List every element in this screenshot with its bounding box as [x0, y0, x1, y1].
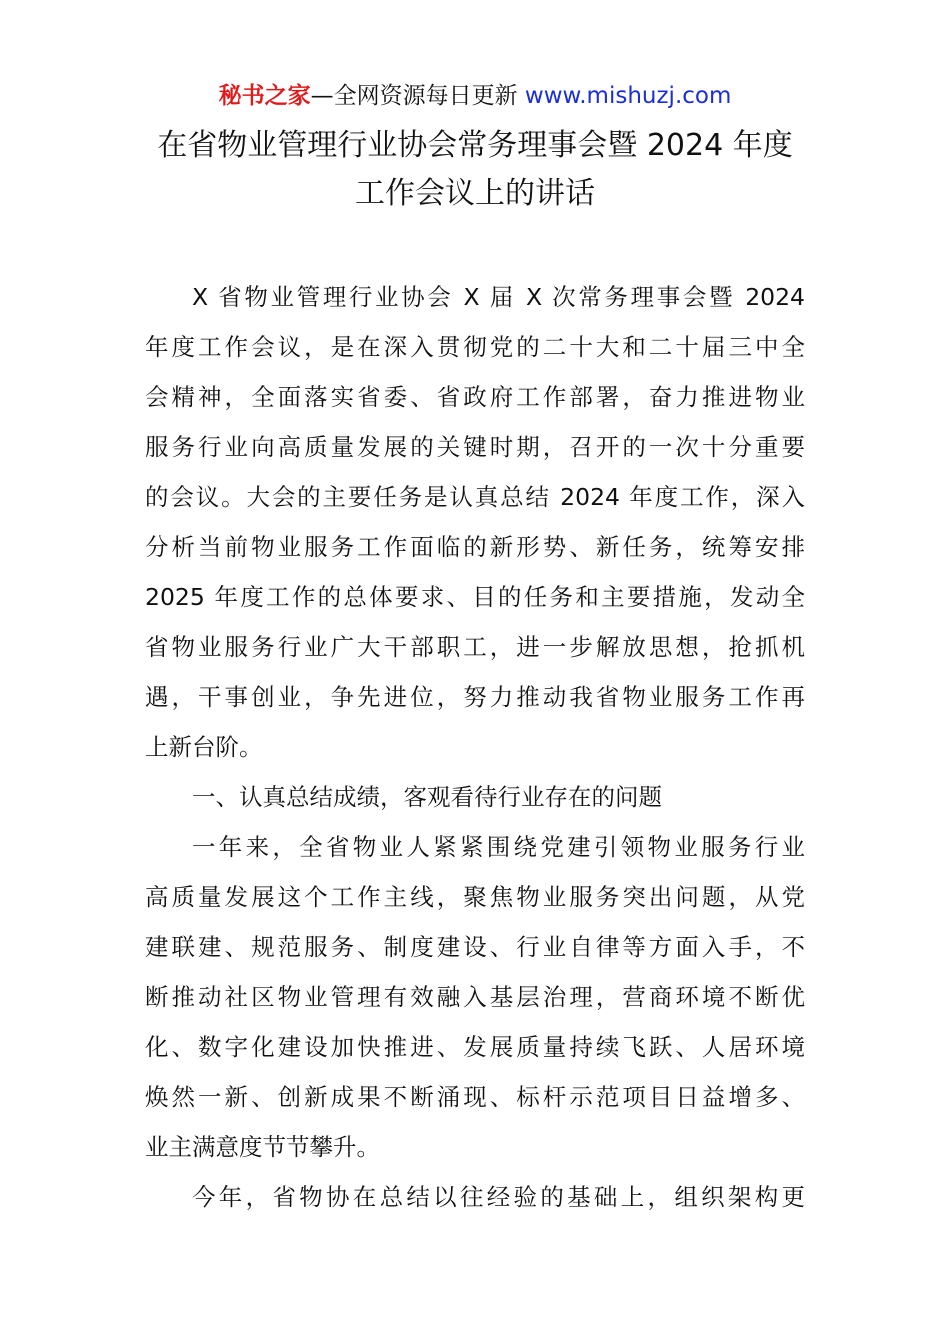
document-title	[0, 122, 950, 218]
paragraph-line: 上新台阶。	[145, 733, 263, 761]
paragraph-line: 2025 年度工作的总体要求、目的任务和主要措施，发动全	[145, 583, 805, 611]
paragraph-line: 业主满意度节节攀升。	[145, 1133, 380, 1161]
banner-tagline: —全网资源每日更新	[310, 83, 525, 109]
paragraph-line: 分析当前物业服务工作面临的新形势、新任务，统筹安排	[145, 533, 805, 561]
title-line-2: 工作会议上的讲话	[355, 176, 595, 211]
paragraph-line: X 省物业管理行业协会 X 届 X 次常务理事会暨 2024	[192, 283, 805, 311]
paragraph-line: 省物业服务行业广大干部职工，进一步解放思想，抢抓机	[145, 633, 805, 661]
paragraph-line: 的会议。大会的主要任务是认真总结 2024 年度工作，深入	[145, 483, 805, 511]
paragraph-line: 遇，干事创业，争先进位，努力推动我省物业服务工作再	[145, 683, 805, 711]
paragraph-line: 年度工作会议，是在深入贯彻党的二十大和二十届三中全	[145, 333, 805, 361]
document-body	[145, 272, 805, 1222]
paragraph-line: 一年来，全省物业人紧紧围绕党建引领物业服务行业	[192, 833, 805, 861]
paragraph-line: 会精神，全面落实省委、省政府工作部署，奋力推进物业	[145, 383, 805, 411]
paragraph-line: 化、数字化建设加快推进、发展质量持续飞跃、人居环境	[145, 1033, 805, 1061]
paragraph-line: 建联建、规范服务、制度建设、行业自律等方面入手，不	[145, 933, 805, 961]
paragraph-line: 断推动社区物业管理有效融入基层治理，营商环境不断优	[145, 983, 805, 1011]
paragraph-line: 高质量发展这个工作主线，聚焦物业服务突出问题，从党	[145, 883, 805, 911]
paragraph-line: 今年，省物协在总结以往经验的基础上，组织架构更	[192, 1183, 805, 1211]
site-banner	[0, 80, 950, 112]
site-url-link[interactable]: www.mishuzj.com	[524, 83, 732, 109]
paragraph-line: 服务行业向高质量发展的关键时期，召开的一次十分重要	[145, 433, 805, 461]
title-line-1: 在省物业管理行业协会常务理事会暨 2024 年度	[157, 128, 793, 163]
brand-name: 秘书之家	[218, 83, 311, 109]
paragraph-line: 焕然一新、创新成果不断涌现、标杆示范项目日益增多、	[145, 1083, 805, 1111]
section-heading: 一、认真总结成绩，客观看待行业存在的问题	[192, 783, 662, 811]
